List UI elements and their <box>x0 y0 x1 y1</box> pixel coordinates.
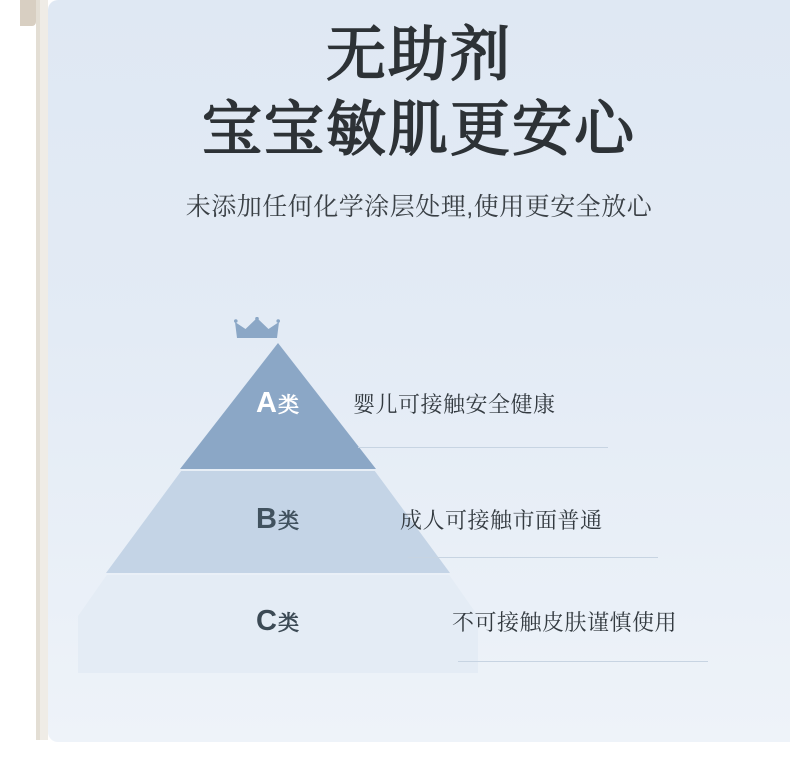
tier-b-grade: B <box>256 503 278 535</box>
page-title-line-2: 宝宝敏肌更安心 <box>202 96 636 163</box>
page-subtitle: 未添加任何化学涂层处理,使用更安全放心 <box>185 193 653 221</box>
tier-c-divider <box>458 661 708 662</box>
content-card <box>48 0 790 742</box>
tier-b-description: 成人可接触市面普通 <box>400 508 603 533</box>
left-edge-tan-tab <box>20 0 36 26</box>
left-edge-white-strip <box>0 0 20 779</box>
tier-c-grade: C <box>256 605 278 637</box>
tier-c-grade-suffix: 类 <box>277 612 300 635</box>
tier-a-grade-suffix: 类 <box>277 394 300 417</box>
crown-icon <box>234 317 280 341</box>
bottom-white-gap <box>0 742 790 779</box>
tier-b-divider <box>408 557 658 558</box>
pyramid-tier-c-label <box>78 605 478 638</box>
left-edge-page-shadow <box>36 0 40 740</box>
heading-block <box>48 18 790 224</box>
safety-grade-pyramid <box>48 265 790 695</box>
page-title-line-1: 无助剂 <box>326 21 512 88</box>
tier-c-description: 不可接触皮肤谨慎使用 <box>452 610 678 635</box>
tier-a-grade: A <box>256 387 278 419</box>
tier-a-divider <box>358 447 608 448</box>
tier-a-description: 婴儿可接触安全健康 <box>353 392 556 417</box>
tier-b-grade-suffix: 类 <box>277 510 300 533</box>
